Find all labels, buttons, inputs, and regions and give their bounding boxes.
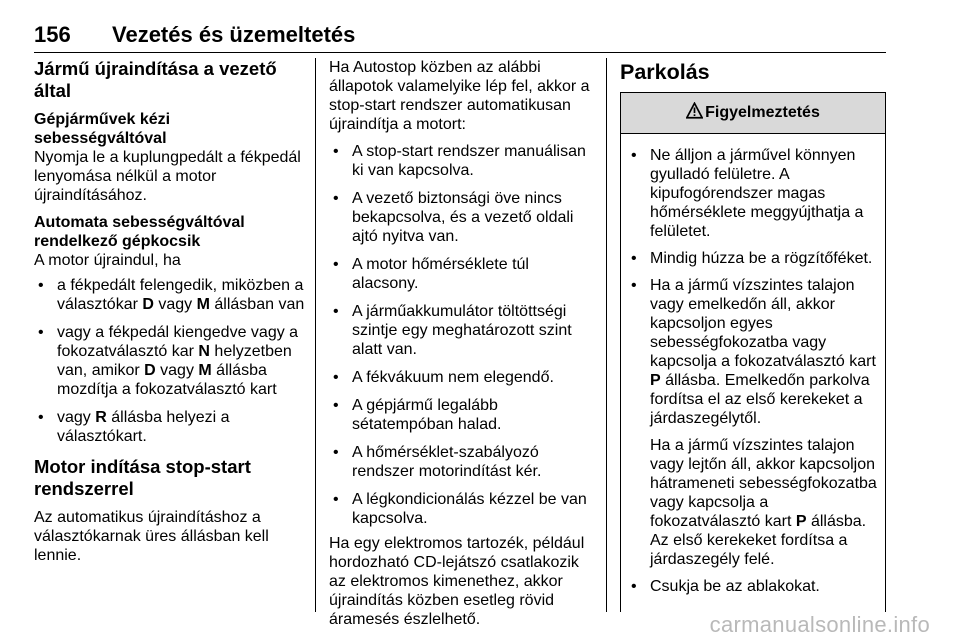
warning-body <box>621 134 885 596</box>
list-item: • Ha a jármű vízszintes talajon vagy emelkedőn áll, akkor kapcsoljon egyes sebességfokozatba vagy kapcsolja a fokozatválasztó kart P állásba. Emelkedőn parkolva fordítsa el az első kerekeket a járdaszegélytől. Ha a jármű vízszintes talajon vagy lejtőn áll, akkor kapcsoljon hátrameneti sebességfokozatba vagy kapcsolja a fokozatválasztó kart P állásba. Az első kerekeket fordítsa a járdaszegély felé. <box>627 276 879 569</box>
warning-header <box>621 92 885 134</box>
stop-start-text: Az automatikus újraindításhoz a választókarnak üres állásban kell lennie. <box>34 509 269 564</box>
list-item: • A motor hőmérséklete túl alacsony. <box>329 255 597 293</box>
page-header <box>34 22 886 53</box>
warning-list <box>627 146 879 596</box>
column-left <box>34 58 306 573</box>
chapter-title: Vezetés és üzemeltetés <box>112 22 356 47</box>
section-title-stop-start: Motor indítása stop-start rendszerrel <box>34 456 251 499</box>
list-item: • A hőmérséklet-szabályozó rendszer motorindítást kér. <box>329 443 597 481</box>
autostop-outro: Ha egy elektromos tartozék, például hordozható CD-lejátszó csatlakozik az elektromos kimenethez, akkor újraindítás közben esetleg rövid áramesés észlelhető. <box>329 535 585 628</box>
watermark: carmanualsonline.info <box>709 612 930 637</box>
list-item: • A gépjármű legalább sétatempóban halad. <box>329 396 597 434</box>
column-divider <box>315 58 316 612</box>
list-item-continuation: Ha a jármű vízszintes talajon vagy lejtőn áll, akkor kapcsoljon hátrameneti sebességfokozatba vagy kapcsolja a fokozatválasztó kart P állásba. Az első kerekeket fordítsa a járdaszegély felé. <box>650 437 877 568</box>
manual-transmission-text: Nyomja le a kuplungpedált a fékpedál lenyomása nélkül a motor újraindításához. <box>34 149 301 204</box>
list-item: • Mindig húzza be a rögzítőféket. <box>627 249 879 268</box>
autostop-intro: Ha Autostop közben az alábbi állapotok valamelyike lép fel, akkor a stop-start rendszer automatikusan újraindítja a motort: <box>329 59 590 133</box>
warning-box <box>620 92 886 612</box>
list-item: • A járműakkumulátor töltöttségi szintje egy meghatározott szint alatt van. <box>329 302 597 359</box>
list-item: • vagy a fékpedál kiengedve vagy a fokozatválasztó kar N helyzetben van, amikor D vagy M állásba mozdítja a fokozatválasztó kart <box>34 323 306 399</box>
list-item: • Csukja be az ablakokat. <box>627 577 879 596</box>
warning-label: Figyelmeztetés <box>705 104 820 121</box>
section-title-parking: Parkolás <box>620 60 710 84</box>
manual-transmission-heading: Gépjárművek kézi sebességváltóval <box>34 111 171 147</box>
list-item: • A fékvákuum nem elegendő. <box>329 368 597 387</box>
list-item: • vagy R állásba helyezi a választókart. <box>34 408 306 446</box>
section-title-restart: Jármű újraindítása a vezető által <box>34 58 277 101</box>
list-item: • A stop-start rendszer manuálisan ki van kapcsolva. <box>329 142 597 180</box>
list-item: • A vezető biztonsági öve nincs bekapcsolva, és a vezető oldali ajtó nyitva van. <box>329 189 597 246</box>
warning-triangle-icon <box>686 95 703 135</box>
column-middle <box>329 58 597 637</box>
column-right <box>620 58 886 612</box>
automatic-transmission-heading: Automata sebességváltóval rendelkező gépkocsik <box>34 214 245 250</box>
list-item: • a fékpedált felengedik, miközben a választókar D vagy M állásban van <box>34 276 306 314</box>
automatic-intro: A motor újraindul, ha <box>34 252 181 269</box>
page-number: 156 <box>34 22 71 47</box>
list-item: • Ne álljon a járművel könnyen gyulladó felületre. A kipufogórendszer magas hőmérséklete meggyújthatja a felületet. <box>627 146 879 241</box>
autostop-conditions-list <box>329 142 597 528</box>
list-item: • A légkondicionálás kézzel be van kapcsolva. <box>329 490 597 528</box>
column-divider <box>606 58 607 612</box>
restart-conditions-list <box>34 276 306 446</box>
